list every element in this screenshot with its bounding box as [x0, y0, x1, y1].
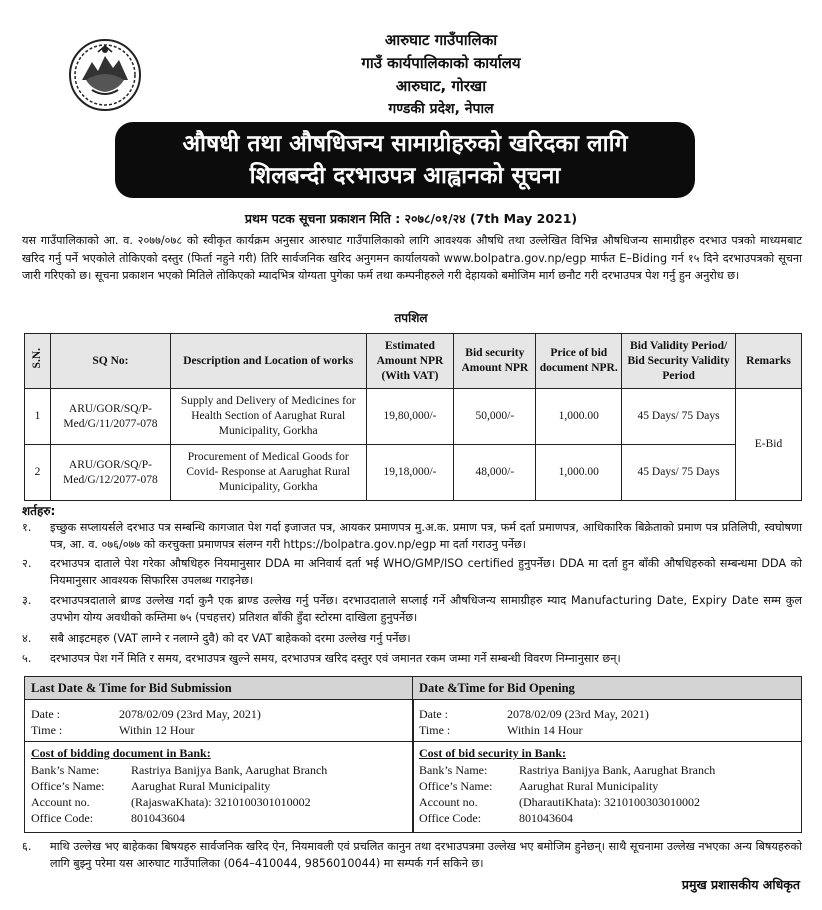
cell-sq: ARU/GOR/SQ/P-Med/G/12/2077-078 — [50, 445, 170, 501]
col-price: Price of bid document NPR. — [536, 334, 622, 389]
cell-price: 1,000.00 — [536, 445, 622, 501]
bid-table — [24, 333, 802, 501]
cell-validity: 45 Days/ 75 Days — [622, 389, 736, 445]
cell-bid-security: 48,000/- — [454, 445, 536, 501]
col-sn: S.N. — [25, 334, 51, 389]
municipality-name: आरुघाट गाउँपालिका — [384, 31, 498, 49]
condition-item: १. इच्छुक सप्लायर्सले दरभाउ पत्र सम्बन्धि कागजात पेश गर्दा इजाजत पत्र, आयकर प्रमाणपत्र मु.अ.क. प्रमाण पत्र, फर्म दर्ता प्रमाणपत्र, आधिकारिक बिक्रेताको प्रमाण पत्र प्रतिलिपी, स्वघोषणा पत्र, आ. व. ०७६/०७७ को करचुक्ता प्रमाणपत्र संलग्न गरी https://bolpatra.gov.np/egp मा दर्ता गराउनु पर्नेछ। — [22, 521, 802, 551]
banner-line-1: औषधी तथा औषधिजन्य सामाग्रीहरुको खरिदका लागि — [182, 131, 628, 157]
notice-banner — [115, 122, 695, 198]
col-sq: SQ No: — [50, 334, 170, 389]
publication-date: प्रथम पटक सूचना प्रकाशन मिति : २०७८/०१/२४ (7th May 2021) — [244, 211, 578, 226]
banner-line-2: शिलबन्दी दरभाउपत्र आह्वानको सूचना — [249, 163, 561, 189]
opening-title: Date &Time for Bid Opening — [413, 677, 801, 700]
province-name: गण्डकी प्रदेश, नेपाल — [388, 101, 494, 117]
cell-sq: ARU/GOR/SQ/P-Med/G/11/2077-078 — [50, 389, 170, 445]
intro-paragraph: यस गाउँपालिकाको आ. व. २०७७/०७८ को स्वीकृत कार्यक्रम अनुसार आरुघाट गाउँपालिकाको लागि आवश्यक औषधि तथा उल्लेखित विभिन्न औषधिजन्य सामाग्रीहरु दरभाउ पत्रको माध्यमबाट खरिद गर्नु पर्ने भएकोले तोकिएको दस्तुर (फिर्ता नहुने गरी) तिरि सार्वजनिक खरिद अनुगमन कार्यालयको www.bolpatra.gov.np/egp मार्फत E–Biding गर्न १५ दिने दरभाउपत्रको सूचना जारी गरिएको छ। सूचना प्रकाशन भएको मितिले तोकिएको म्यादभित्र योग्यता पुगेका फर्म तथा कम्पनीहरुले गरी देहायको बमोजिम मार्ग छनौट गरी दरभाउपत्र पेश गर्नु हुन अनुरोध छ। — [22, 234, 802, 282]
cell-description: Supply and Delivery of Medicines for Health Section of Aarughat Rural Municipality, Gorkha — [170, 389, 366, 445]
condition-item: ३. दरभाउपत्रदाताले ब्राण्ड उल्लेख गर्दा कुनै एक ब्राण्ड उल्लेख गर्नु पर्नेछ। दरभाउदाताले सप्लाई गर्ने औषधिजन्य सामाग्रीहरु म्याद Manufacturing Date, Expiry Date सम्म कुल उपभोग योग्य अवधीको कम्तिमा ७५ (पचहत्तर) प्रतिशत बाँकी हुँदा स्टोरमा दाखिला हुनुपर्नेछ। — [22, 594, 802, 624]
cell-bid-security: 50,000/- — [454, 389, 536, 445]
col-validity: Bid Validity Period/ Bid Security Validity Period — [622, 334, 736, 389]
submission-bank-title: Cost of bidding document in Bank: — [31, 746, 211, 760]
col-bid-security: Bid security Amount NPR — [454, 334, 536, 389]
table-row — [25, 389, 802, 445]
details-heading: तपशिल — [394, 311, 428, 325]
cell-remarks: E-Bid — [736, 389, 802, 501]
cell-estimated: 19,18,000/- — [366, 445, 454, 501]
cell-price: 1,000.00 — [536, 389, 622, 445]
condition-item: ४. सबै आइटमहरु (VAT लाग्ने र नलाग्ने दुवै) को दर VAT बाहेकको दरमा उल्लेख गर्नु पर्नेछ। — [22, 632, 411, 645]
cell-validity: 45 Days/ 75 Days — [622, 445, 736, 501]
submission-title: Last Date & Time for Bid Submission — [25, 677, 413, 700]
cell-description: Procurement of Medical Goods for Covid- Response at Aarughat Rural Municipality, Gorkha — [170, 445, 366, 501]
submission-box: Last Date & Time for Bid Submission Date : 2078/02/09 (23rd May, 2021) Time : Within 12 Hour Cost of bidding document in Bank: Bank’s Name: Rastriya Banijya Bank, Aarughat Branch Office’s Name: Aarughat Rural Municipality Account no. (RajaswaKhata): 3210100301010002 Office Code: 801043604 — [24, 676, 414, 833]
office-name: गाउँ कार्यपालिकाको कार्यालय — [361, 54, 521, 72]
cell-sn: 1 — [25, 389, 51, 445]
condition-item: ५. दरभाउपत्र पेश गर्ने मिति र समय, दरभाउपत्र खुल्ने समय, दरभाउपत्र खरिद दस्तुर एवं जमानत रकम जम्मा गर्ने सम्बन्धी विवरण निम्नानुसार छन्। — [22, 652, 621, 665]
cell-estimated: 19,80,000/- — [366, 389, 454, 445]
footnote: ६. माथि उल्लेख भए बाहेकका बिषयहरु सार्वजनिक खरिद ऐन, नियमावली एवं प्रचलित कानुन तथा दरभाउपत्रमा उल्लेख भए बमोजिम हुनेछन्। साथै सूचनामा उल्लेख नभएका अन्य बिषयहरुको लागि बुझ्नु परेमा यस आरुघाट गाउँपालिका (064–410044, 9856010044) मा सम्पर्क गर्न सकिने छ। — [22, 840, 802, 870]
office-location: आरुघाट, गोरखा — [395, 77, 487, 95]
cell-sn: 2 — [25, 445, 51, 501]
condition-item: २. दरभाउपत्र दाताले पेश गरेका औषधिहरु नियमानुसार DDA मा अनिवार्य दर्ता भई WHO/GMP/ISO certified हुनुपर्नेछ। DDA मा दर्ता हुन बाँकी औषधिहरुको सम्बन्धमा DDA को नियमानुसार आवश्यक सिफारिस उपलब्ध गराइनेछ। — [22, 557, 802, 587]
conditions-heading: शर्तहरु: — [22, 504, 56, 518]
col-description: Description and Location of works — [170, 334, 366, 389]
table-row — [25, 445, 802, 501]
opening-box: Date &Time for Bid Opening Date : 2078/02/09 (23rd May, 2021) Time : Within 14 Hour Cost of bid security in Bank: Bank’s Name: Rastriya Banijya Bank, Aarughat Branch Office’s Name: Aarughat Rural Municipality Account no. (DharautiKhata): 3210100303010002 Office Code: 801043604 — [412, 676, 802, 833]
col-remarks: Remarks — [736, 334, 802, 389]
opening-bank-title: Cost of bid security in Bank: — [419, 746, 567, 760]
signature-title: प्रमुख प्रशासकीय अधिकृत — [681, 877, 800, 892]
col-estimated: Estimated Amount NPR (With VAT) — [366, 334, 454, 389]
table-header-row — [25, 334, 802, 389]
